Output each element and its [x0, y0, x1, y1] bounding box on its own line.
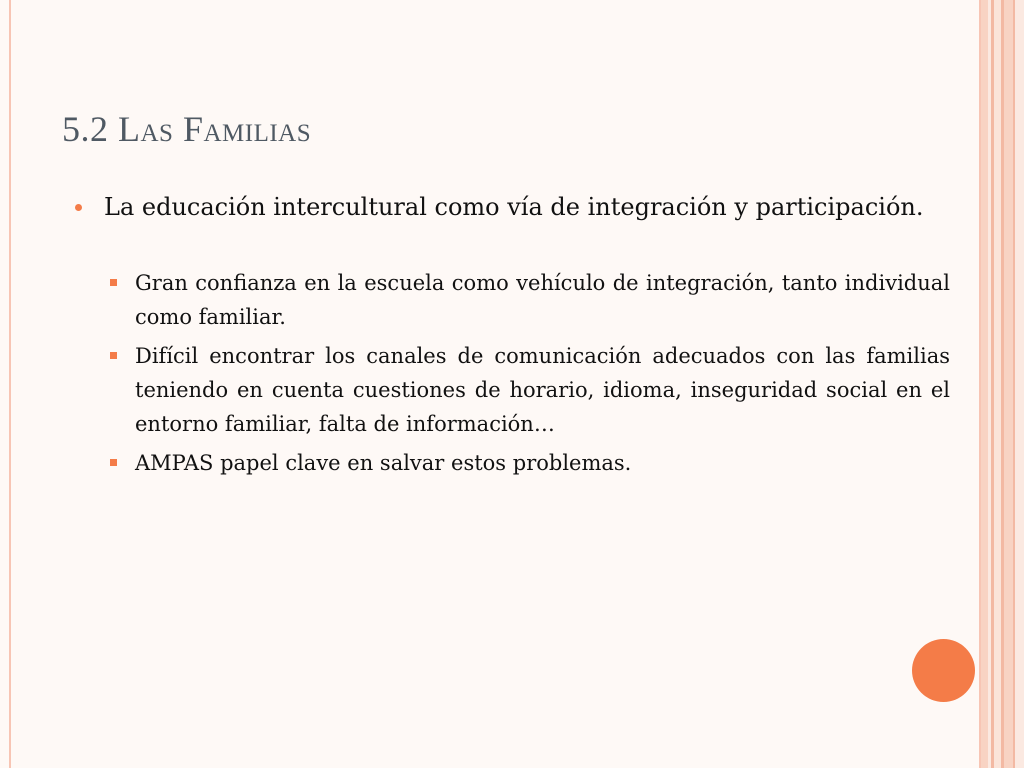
sub-bullet-list [75, 266, 950, 480]
orange-circle-decoration [912, 639, 975, 702]
square-bullet-icon [110, 459, 117, 466]
square-bullet-icon [110, 279, 117, 286]
right-stripe [1015, 0, 1024, 768]
round-bullet-icon [75, 204, 82, 211]
sub-bullet-text: Gran confianza en la escuela como vehículo de integración, tanto individual como familiar. [135, 271, 950, 329]
right-stripe [981, 0, 988, 768]
right-stripe [1004, 0, 1013, 768]
slide-title: 5.2 Las Familias [62, 109, 312, 149]
square-bullet-icon [110, 352, 117, 359]
sub-bullet-item [135, 266, 950, 334]
main-bullet-item [75, 190, 950, 224]
sub-bullet-text: Difícil encontrar los canales de comunicación adecuados con las familias teniendo en cuenta cuestiones de horario, idioma, inseguridad social en el entorno familiar, falta de información… [135, 344, 950, 436]
sub-bullet-item [135, 339, 950, 441]
right-stripe [994, 0, 1001, 768]
sub-bullet-item [135, 446, 950, 480]
main-bullet-text: La educación intercultural como vía de integración y participación. [104, 193, 924, 221]
sub-bullet-text: AMPAS papel clave en salvar estos problemas. [135, 451, 632, 475]
slide-content [75, 190, 950, 485]
